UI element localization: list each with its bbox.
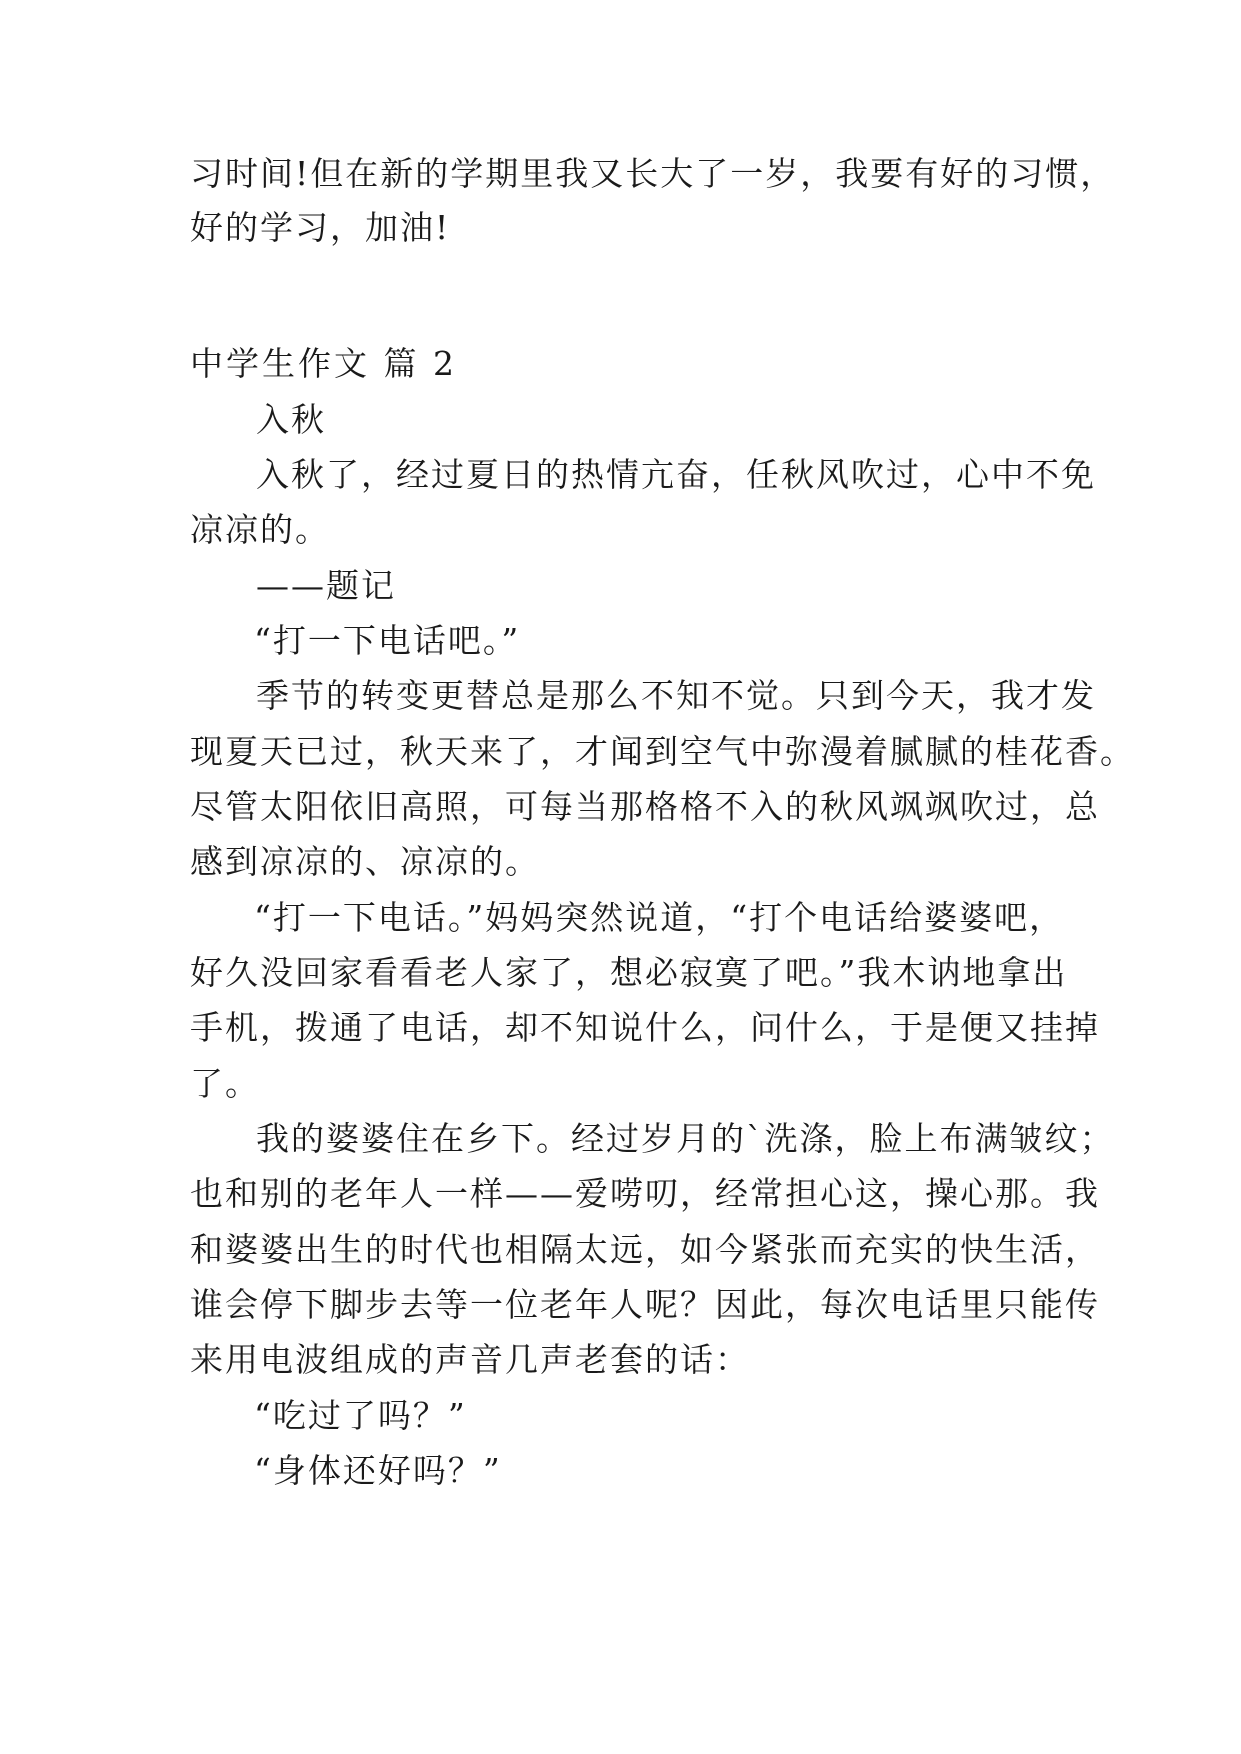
paragraph-line: “打一下电话。”妈妈突然说道，“打个电话给婆婆吧，: [254, 898, 1065, 937]
essay-title: 入秋: [256, 400, 326, 439]
paragraph-line: 也和别的老年人一样——爱唠叨，经常担心这，操心那。我: [190, 1174, 1100, 1213]
paragraph-line: 季节的转变更替总是那么不知不觉。只到今天，我才发: [256, 676, 1096, 715]
section-heading: 中学生作文 篇 2: [190, 344, 457, 383]
dialogue-line: “打一下电话吧。”: [254, 621, 521, 660]
dialogue-line: “吃过了吗？”: [254, 1396, 467, 1435]
paragraph-line: 凉凉的。: [190, 510, 330, 549]
paragraph-line: 好的学习，加油!: [190, 208, 451, 247]
paragraph-line: 好久没回家看看老人家了，想必寂寞了吧。”我木讷地拿出: [190, 953, 1068, 992]
paragraph-line: 尽管太阳依旧高照，可每当那格格不入的秋风飒飒吹过，总: [190, 787, 1100, 826]
paragraph-line: 谁会停下脚步去等一位老年人呢？因此，每次电话里只能传: [190, 1285, 1100, 1324]
paragraph-line: 和婆婆出生的时代也相隔太远，如今紧张而充实的快生活，: [190, 1230, 1100, 1269]
paragraph-line: 入秋了，经过夏日的热情亢奋，任秋风吹过，心中不免: [256, 455, 1096, 494]
paragraph-line: 现夏天已过，秋天来了，才闻到空气中弥漫着腻腻的桂花香。: [190, 732, 1135, 771]
epigraph-attribution: ——题记: [256, 566, 396, 605]
paragraph-line: 我的婆婆住在乡下。经过岁月的`洗涤，脸上布满皱纹；: [256, 1119, 1115, 1158]
dialogue-line: “身体还好吗？”: [254, 1451, 502, 1490]
paragraph-line: 感到凉凉的、凉凉的。: [190, 842, 540, 881]
paragraph-line: 了。: [190, 1064, 260, 1103]
paragraph-line: 手机，拨通了电话，却不知说什么，问什么，于是便又挂掉: [190, 1008, 1100, 1047]
paragraph-line: 来用电波组成的声音几声老套的话：: [190, 1340, 750, 1379]
paragraph-line: 习时间!但在新的学期里我又长大了一岁，我要有好的习惯，: [190, 154, 1116, 193]
